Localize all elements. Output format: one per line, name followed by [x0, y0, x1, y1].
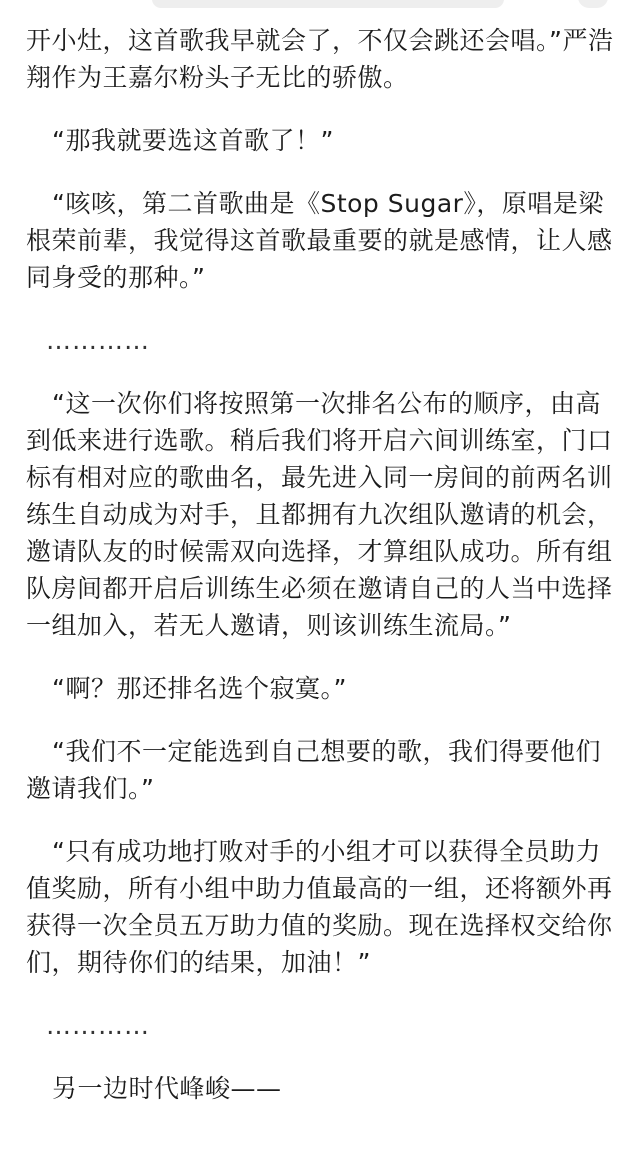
paragraph-dialogue: “啊？那还排名选个寂寞。”	[52, 674, 347, 703]
menu-button-edge	[578, 0, 608, 8]
paragraph-announcement: “只有成功地打败对手的小组才可以获得全员助力值奖励，所有小组中助力值最高的一组，还将额外再获得一次全员五万助力值的奖励。现在选择权交给你们，期待你们的结果，加油！”	[26, 837, 613, 977]
paragraph-dialogue: “我们不一定能选到自己想要的歌，我们得要他们邀请我们。”	[26, 737, 601, 803]
top-bar-remnant	[0, 0, 640, 14]
paragraph-announcement: “这一次你们将按照第一次排名公布的顺序，由高到低来进行选歌。稍后我们将开启六间训练室，门口标有相对应的歌曲名，最先进入同一房间的前两名训练生自动成为对手，且都拥有九次组队邀请的机会，邀请队友的时候需双向选择，才算组队成功。所有组队房间都开启后训练生必须在邀请自己的人当中选择一组加入，若无人邀请，则该训练生流局。”	[26, 389, 613, 640]
paragraph-dialogue: “那我就要选这首歌了！”	[52, 126, 334, 155]
article-body	[26, 22, 616, 1107]
paragraph-continuation: 开小灶，这首歌我早就会了，不仅会跳还会唱。”严浩翔作为王嘉尔粉头子无比的骄傲。	[26, 26, 614, 92]
search-bar-edge	[152, 0, 504, 8]
paragraph-dialogue: “咳咳，第二首歌曲是《Stop Sugar》，原唱是梁根荣前辈，我觉得这首歌最重要的就是感情，让人感同身受的那种。”	[26, 189, 613, 292]
paragraph-scene-change: 另一边时代峰峻——	[52, 1074, 282, 1103]
section-break-ellipsis: …………	[46, 326, 150, 355]
section-break-ellipsis: …………	[46, 1011, 150, 1040]
